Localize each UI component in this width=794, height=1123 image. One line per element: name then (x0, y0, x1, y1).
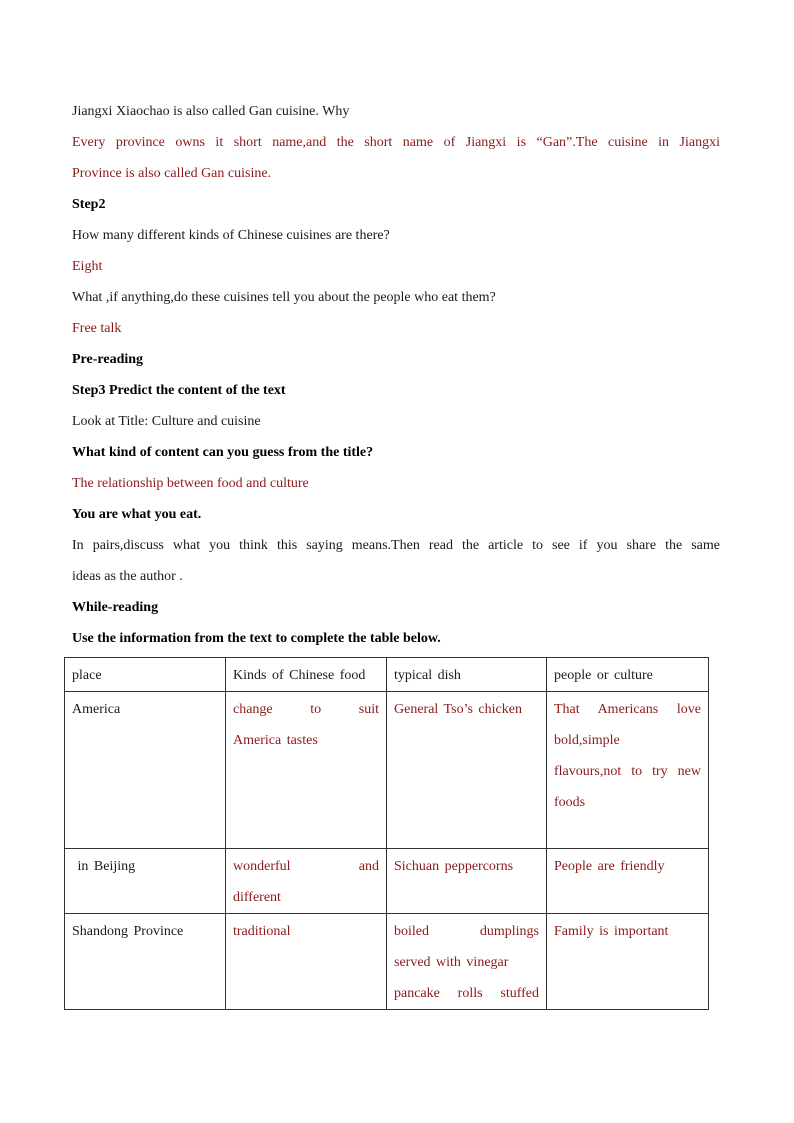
cell-culture (547, 914, 709, 1010)
cell-culture-line: flavours,not to try new (554, 764, 701, 779)
heading-step3: Step3 Predict the content of the text (72, 383, 286, 398)
food-culture-table (64, 657, 709, 1010)
question-cuisine-people: What ,if anything,do these cuisines tell you about the people who eat them? (72, 290, 496, 305)
header-kinds: Kinds of Chinese food (226, 658, 387, 692)
look-at-title: Look at Title: Culture and cuisine (72, 414, 261, 429)
heading-while-reading: While-reading (72, 600, 159, 615)
table-instruction: Use the information from the text to complete the table below. (72, 631, 441, 646)
cell-dish-line: served with vinegar (394, 955, 509, 970)
cell-kinds-line: different (233, 890, 281, 905)
cell-culture (547, 692, 709, 849)
table-row (65, 849, 709, 914)
cell-dish-line: boiled dumplings (394, 924, 539, 939)
cell-dish (387, 914, 547, 1010)
cell-place: in Beijing (65, 849, 226, 914)
table-row (65, 692, 709, 849)
question-gan-cuisine: Jiangxi Xiaochao is also called Gan cuisine. Why (72, 104, 350, 119)
header-place: place (65, 658, 226, 692)
heading-pre-reading: Pre-reading (72, 352, 144, 367)
answer-cuisine-kinds: Eight (72, 259, 103, 274)
cell-culture-line: Family is important (554, 924, 669, 939)
answer-gan-cuisine-line-2: Province is also called Gan cuisine. (72, 166, 272, 181)
answer-cuisine-people: Free talk (72, 321, 122, 336)
cell-kinds (226, 914, 387, 1010)
header-culture: people or culture (547, 658, 709, 692)
cell-kinds-line: America tastes (233, 733, 318, 748)
cell-kinds-line: change to suit (233, 702, 379, 717)
heading-step2: Step2 (72, 197, 106, 212)
cell-culture-line: bold,simple (554, 733, 620, 748)
cell-place: America (65, 692, 226, 849)
table-header-row (65, 658, 709, 692)
answer-guess-content: The relationship between food and culture (72, 476, 309, 491)
table-row (65, 914, 709, 1010)
answer-gan-cuisine-line-1: Every province owns it short name,and the short name of Jiangxi is “Gan”.The cuisine in Jiangxi (72, 135, 720, 150)
cell-kinds (226, 849, 387, 914)
cell-culture (547, 849, 709, 914)
cell-culture-line: foods (554, 795, 586, 810)
cell-kinds (226, 692, 387, 849)
cell-place: Shandong Province (65, 914, 226, 1010)
cell-dish-line: Sichuan peppercorns (394, 859, 514, 874)
question-guess-content: What kind of content can you guess from the title? (72, 445, 374, 460)
cell-culture-line: That Americans love (554, 702, 701, 717)
cell-dish-line: pancake rolls stuffed (394, 986, 539, 1001)
cell-kinds-line: traditional (233, 924, 291, 939)
pairs-discuss-line-2: ideas as the author . (72, 569, 183, 584)
cell-dish-line: General Tso’s chicken (394, 702, 522, 717)
cell-dish (387, 692, 547, 849)
question-cuisine-kinds: How many different kinds of Chinese cuisines are there? (72, 228, 390, 243)
heading-you-are-what-you-eat: You are what you eat. (72, 507, 202, 522)
pairs-discuss-line-1: In pairs,discuss what you think this saying means.Then read the article to see if you share the same (72, 538, 720, 553)
cell-culture-line: People are friendly (554, 859, 665, 874)
cell-dish (387, 849, 547, 914)
document-page (72, 96, 720, 654)
header-dish: typical dish (387, 658, 547, 692)
cell-kinds-line: wonderful and (233, 859, 379, 874)
